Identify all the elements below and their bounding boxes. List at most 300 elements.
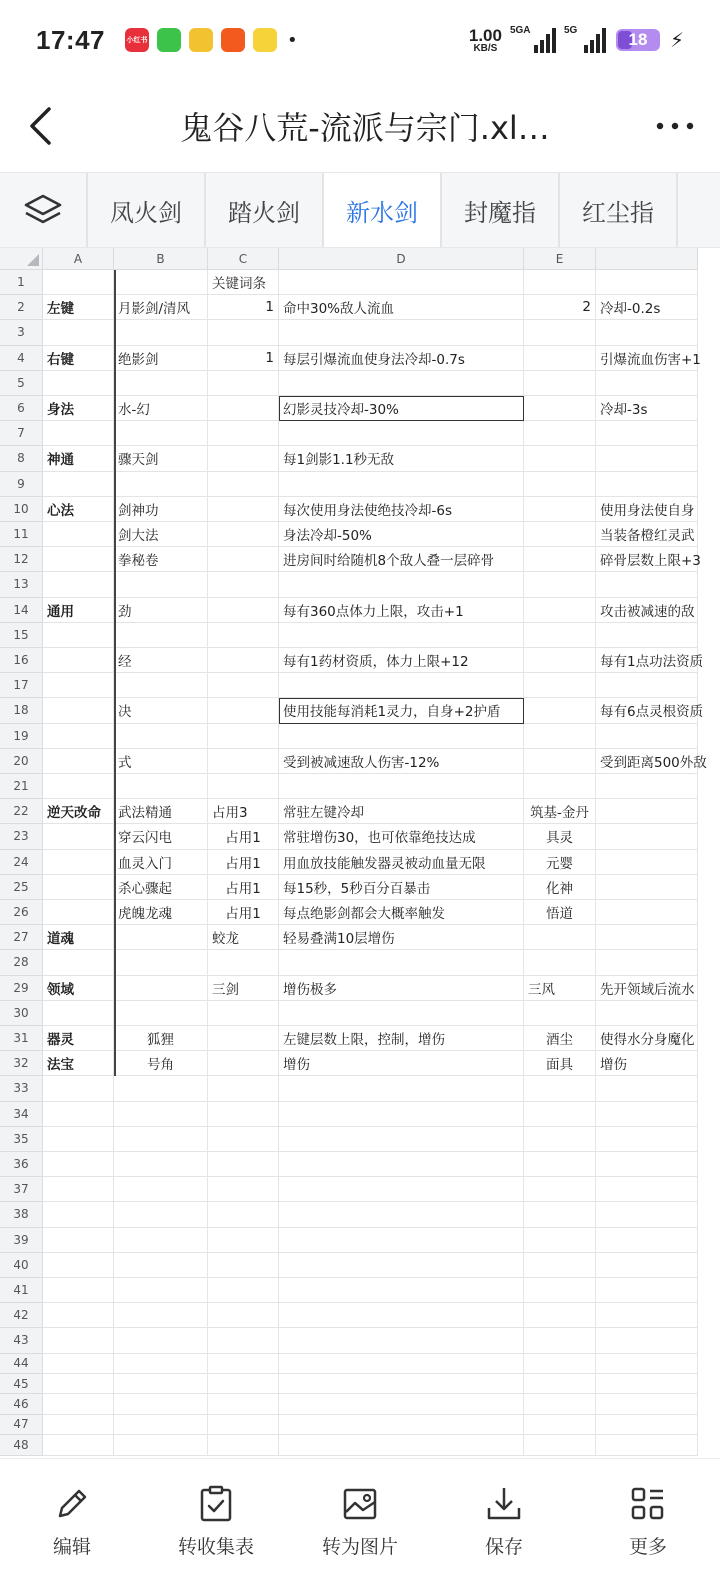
cell[interactable]	[279, 446, 524, 471]
cell[interactable]	[43, 396, 114, 421]
cell[interactable]	[596, 774, 698, 799]
cell[interactable]	[43, 1177, 114, 1202]
cell[interactable]	[596, 698, 704, 723]
cell[interactable]	[43, 320, 114, 345]
cell[interactable]	[43, 1303, 114, 1328]
cell[interactable]	[43, 950, 114, 975]
cell[interactable]	[279, 950, 524, 975]
cell[interactable]	[596, 1051, 698, 1076]
cell[interactable]	[208, 698, 279, 723]
cell[interactable]	[43, 1278, 114, 1303]
column-header[interactable]: E	[524, 248, 596, 270]
cell[interactable]	[596, 346, 701, 371]
cell[interactable]	[114, 1152, 208, 1177]
cell[interactable]	[279, 1127, 524, 1152]
cell[interactable]	[43, 371, 114, 396]
cell[interactable]	[524, 446, 596, 471]
cell[interactable]	[208, 1228, 279, 1253]
cell[interactable]	[279, 850, 524, 875]
cell[interactable]	[114, 1354, 208, 1374]
cell[interactable]	[208, 346, 279, 371]
cell[interactable]	[596, 749, 707, 774]
cell[interactable]	[524, 1202, 596, 1227]
cell[interactable]	[524, 371, 596, 396]
cell[interactable]	[279, 976, 524, 1001]
cell[interactable]	[43, 749, 114, 774]
cell[interactable]	[208, 1253, 279, 1278]
cell[interactable]	[208, 371, 279, 396]
cell[interactable]	[43, 1202, 114, 1227]
row-header[interactable]: 29	[0, 976, 43, 1001]
cell[interactable]	[524, 623, 596, 648]
more-button[interactable]	[576, 1459, 720, 1584]
cell[interactable]	[596, 950, 698, 975]
sheet-tab-2[interactable]: 踏火剑	[206, 173, 324, 247]
cell[interactable]	[524, 396, 596, 421]
cell[interactable]	[208, 1102, 279, 1127]
cell[interactable]	[596, 900, 698, 925]
cell[interactable]	[208, 472, 279, 497]
cell[interactable]	[208, 925, 279, 950]
row-header[interactable]: 31	[0, 1026, 43, 1051]
cell[interactable]	[524, 824, 596, 849]
cell[interactable]	[596, 1228, 698, 1253]
convert-collection-button[interactable]	[144, 1459, 288, 1584]
cell[interactable]	[43, 976, 114, 1001]
cell[interactable]	[208, 950, 279, 975]
cell[interactable]	[524, 1415, 596, 1435]
cell[interactable]	[208, 850, 279, 875]
cell[interactable]	[596, 1026, 698, 1051]
cell[interactable]	[596, 1278, 698, 1303]
row-header[interactable]: 14	[0, 598, 43, 623]
cell[interactable]	[524, 1152, 596, 1177]
cell[interactable]	[279, 270, 524, 295]
cell[interactable]	[596, 976, 698, 1001]
cell[interactable]	[114, 1102, 208, 1127]
cell[interactable]	[208, 1001, 279, 1026]
cell[interactable]	[279, 1026, 524, 1051]
cell[interactable]	[114, 1202, 208, 1227]
cell[interactable]	[596, 421, 698, 446]
cell[interactable]	[596, 1394, 698, 1414]
cell[interactable]	[279, 623, 524, 648]
row-header[interactable]: 11	[0, 522, 43, 547]
cell[interactable]	[208, 875, 279, 900]
cell[interactable]	[208, 396, 279, 421]
cell[interactable]	[279, 1374, 524, 1394]
row-header[interactable]: 9	[0, 472, 43, 497]
cell[interactable]	[114, 824, 208, 849]
cell[interactable]	[596, 497, 698, 522]
cell[interactable]	[596, 572, 698, 597]
sheet-tab-3[interactable]: 新水剑	[324, 173, 442, 247]
column-header[interactable]: A	[43, 248, 114, 270]
cell[interactable]	[114, 875, 208, 900]
cell[interactable]	[596, 371, 698, 396]
cell[interactable]	[114, 1127, 208, 1152]
cell[interactable]	[114, 799, 208, 824]
cell[interactable]	[114, 925, 208, 950]
cell[interactable]	[279, 648, 524, 673]
cell[interactable]	[208, 1354, 279, 1374]
cell[interactable]	[114, 1435, 208, 1455]
cell[interactable]	[524, 875, 596, 900]
cell[interactable]	[114, 623, 208, 648]
cell[interactable]	[524, 295, 596, 320]
cell[interactable]	[279, 900, 524, 925]
cell[interactable]	[596, 547, 701, 572]
cell[interactable]	[279, 1253, 524, 1278]
cell[interactable]	[279, 774, 524, 799]
cell[interactable]	[279, 295, 524, 320]
cell[interactable]	[279, 824, 524, 849]
row-header[interactable]: 4	[0, 346, 43, 371]
cell[interactable]	[43, 900, 114, 925]
sheet-tab-5[interactable]: 红尘指	[560, 173, 678, 247]
cell[interactable]	[596, 1354, 698, 1374]
cell[interactable]	[208, 673, 279, 698]
cell[interactable]	[114, 749, 208, 774]
cell[interactable]	[279, 522, 524, 547]
cell[interactable]	[43, 1102, 114, 1127]
more-options-button[interactable]	[630, 80, 720, 172]
cell[interactable]	[43, 1152, 114, 1177]
cell[interactable]	[43, 1374, 114, 1394]
cell[interactable]	[114, 396, 208, 421]
cell[interactable]	[114, 497, 208, 522]
row-header[interactable]: 45	[0, 1374, 43, 1394]
cell[interactable]	[279, 1354, 524, 1374]
cell[interactable]	[43, 472, 114, 497]
cell[interactable]	[524, 1435, 596, 1455]
cell[interactable]	[43, 346, 114, 371]
cell[interactable]	[596, 1415, 698, 1435]
cell[interactable]	[43, 698, 114, 723]
cell[interactable]	[524, 950, 596, 975]
cell[interactable]	[43, 799, 114, 824]
row-header[interactable]: 33	[0, 1076, 43, 1101]
cell[interactable]	[208, 497, 279, 522]
cell[interactable]	[279, 421, 524, 446]
cell[interactable]	[596, 1177, 698, 1202]
cell[interactable]	[279, 925, 524, 950]
cell[interactable]	[208, 1415, 279, 1435]
cell[interactable]	[43, 1076, 114, 1101]
cell[interactable]	[43, 1415, 114, 1435]
cell[interactable]	[208, 1177, 279, 1202]
cell[interactable]	[114, 648, 208, 673]
cell[interactable]	[114, 1303, 208, 1328]
cell[interactable]	[114, 1026, 208, 1051]
cell[interactable]	[279, 1051, 524, 1076]
cell[interactable]	[114, 270, 208, 295]
cell[interactable]	[114, 1177, 208, 1202]
cell[interactable]	[43, 648, 114, 673]
sheet-list-button[interactable]	[0, 173, 88, 247]
cell[interactable]	[114, 1228, 208, 1253]
row-header[interactable]: 39	[0, 1228, 43, 1253]
cell[interactable]	[114, 1253, 208, 1278]
cell[interactable]	[524, 270, 596, 295]
row-header[interactable]: 43	[0, 1328, 43, 1353]
cell[interactable]	[524, 1177, 596, 1202]
cell[interactable]	[596, 1127, 698, 1152]
cell[interactable]	[279, 698, 524, 723]
cell[interactable]	[208, 522, 279, 547]
cell[interactable]	[524, 1278, 596, 1303]
cell[interactable]	[208, 1076, 279, 1101]
cell[interactable]	[208, 421, 279, 446]
cell[interactable]	[43, 1394, 114, 1414]
cell[interactable]	[596, 673, 698, 698]
cell[interactable]	[524, 497, 596, 522]
row-header[interactable]: 27	[0, 925, 43, 950]
cell[interactable]	[43, 1127, 114, 1152]
cell[interactable]	[279, 1076, 524, 1101]
cell[interactable]	[524, 774, 596, 799]
cell[interactable]	[43, 522, 114, 547]
cell[interactable]	[596, 925, 698, 950]
row-header[interactable]: 22	[0, 799, 43, 824]
cell[interactable]	[208, 320, 279, 345]
cell[interactable]	[114, 673, 208, 698]
cell[interactable]	[43, 547, 114, 572]
row-header[interactable]: 12	[0, 547, 43, 572]
row-header[interactable]: 7	[0, 421, 43, 446]
cell[interactable]	[114, 900, 208, 925]
edit-button[interactable]	[0, 1459, 144, 1584]
cell[interactable]	[524, 1051, 596, 1076]
save-button[interactable]	[432, 1459, 576, 1584]
cell[interactable]	[596, 1328, 698, 1353]
cell[interactable]	[43, 1001, 114, 1026]
cell[interactable]	[43, 497, 114, 522]
cell[interactable]	[524, 925, 596, 950]
cell[interactable]	[596, 824, 698, 849]
cell[interactable]	[43, 724, 114, 749]
cell[interactable]	[114, 320, 208, 345]
cell[interactable]	[208, 446, 279, 471]
cell[interactable]	[279, 875, 524, 900]
row-header[interactable]: 37	[0, 1177, 43, 1202]
column-header[interactable]: B	[114, 248, 208, 270]
row-header[interactable]: 17	[0, 673, 43, 698]
row-header[interactable]: 30	[0, 1001, 43, 1026]
cell[interactable]	[43, 850, 114, 875]
cell[interactable]	[43, 270, 114, 295]
cell[interactable]	[114, 572, 208, 597]
cell[interactable]	[43, 421, 114, 446]
cell[interactable]	[208, 572, 279, 597]
row-header[interactable]: 35	[0, 1127, 43, 1152]
cell[interactable]	[596, 1076, 698, 1101]
row-header[interactable]: 25	[0, 875, 43, 900]
cell[interactable]	[208, 598, 279, 623]
cell[interactable]	[208, 749, 279, 774]
cell[interactable]	[279, 1102, 524, 1127]
cell[interactable]	[279, 673, 524, 698]
cell[interactable]	[43, 1051, 114, 1076]
cell[interactable]	[596, 598, 698, 623]
column-header[interactable]: D	[279, 248, 524, 270]
cell[interactable]	[279, 749, 524, 774]
cell[interactable]	[43, 446, 114, 471]
row-header[interactable]: 38	[0, 1202, 43, 1227]
row-header[interactable]: 41	[0, 1278, 43, 1303]
cell[interactable]	[524, 1374, 596, 1394]
cell[interactable]	[114, 1051, 208, 1076]
row-header[interactable]: 2	[0, 295, 43, 320]
cell[interactable]	[43, 572, 114, 597]
cell[interactable]	[596, 1152, 698, 1177]
row-header[interactable]: 34	[0, 1102, 43, 1127]
cell[interactable]	[524, 799, 596, 824]
cell[interactable]	[279, 1228, 524, 1253]
column-header[interactable]	[596, 248, 698, 270]
cell[interactable]	[524, 749, 596, 774]
cell[interactable]	[279, 472, 524, 497]
cell[interactable]	[114, 421, 208, 446]
row-header[interactable]: 28	[0, 950, 43, 975]
cell[interactable]	[43, 1253, 114, 1278]
cell[interactable]	[596, 295, 698, 320]
cell[interactable]	[208, 1026, 279, 1051]
cell[interactable]	[279, 572, 524, 597]
back-button[interactable]	[0, 80, 80, 172]
row-header[interactable]: 6	[0, 396, 43, 421]
cell[interactable]	[208, 1278, 279, 1303]
cell[interactable]	[524, 522, 596, 547]
cell[interactable]	[114, 774, 208, 799]
cell[interactable]	[596, 724, 698, 749]
cell[interactable]	[43, 1328, 114, 1353]
cell[interactable]	[524, 1001, 596, 1026]
cell[interactable]	[114, 1001, 208, 1026]
cell[interactable]	[208, 1435, 279, 1455]
cell[interactable]	[596, 850, 698, 875]
cell[interactable]	[43, 1026, 114, 1051]
cell[interactable]	[114, 976, 208, 1001]
cell[interactable]	[43, 295, 114, 320]
cell[interactable]	[43, 1228, 114, 1253]
cell[interactable]	[596, 648, 704, 673]
cell[interactable]	[43, 875, 114, 900]
cell[interactable]	[279, 547, 524, 572]
cell[interactable]	[43, 623, 114, 648]
cell[interactable]	[114, 1328, 208, 1353]
row-header[interactable]: 16	[0, 648, 43, 673]
cell[interactable]	[524, 976, 596, 1001]
cell[interactable]	[208, 824, 279, 849]
cell[interactable]	[596, 320, 698, 345]
cell[interactable]	[279, 346, 524, 371]
row-header[interactable]: 23	[0, 824, 43, 849]
cell[interactable]	[524, 1328, 596, 1353]
cell[interactable]	[524, 1394, 596, 1414]
cell[interactable]	[208, 900, 279, 925]
cell[interactable]	[279, 724, 524, 749]
cell[interactable]	[596, 446, 698, 471]
cell[interactable]	[596, 1374, 698, 1394]
row-header[interactable]: 40	[0, 1253, 43, 1278]
cell[interactable]	[208, 1394, 279, 1414]
cell[interactable]	[524, 1026, 596, 1051]
cell[interactable]	[596, 522, 698, 547]
cell[interactable]	[524, 346, 596, 371]
cell[interactable]	[114, 346, 208, 371]
cell[interactable]	[524, 320, 596, 345]
cell[interactable]	[524, 472, 596, 497]
cell[interactable]	[524, 1127, 596, 1152]
cell[interactable]	[596, 1253, 698, 1278]
cell[interactable]	[524, 421, 596, 446]
cell[interactable]	[208, 1152, 279, 1177]
cell[interactable]	[114, 1278, 208, 1303]
cell[interactable]	[524, 900, 596, 925]
convert-image-button[interactable]	[288, 1459, 432, 1584]
cell[interactable]	[279, 1435, 524, 1455]
cell[interactable]	[208, 976, 279, 1001]
row-header[interactable]: 26	[0, 900, 43, 925]
cell[interactable]	[279, 1202, 524, 1227]
row-header[interactable]: 20	[0, 749, 43, 774]
cell[interactable]	[208, 648, 279, 673]
cell[interactable]	[208, 623, 279, 648]
row-header[interactable]: 21	[0, 774, 43, 799]
row-header[interactable]: 3	[0, 320, 43, 345]
cell[interactable]	[279, 497, 524, 522]
cell[interactable]	[114, 698, 208, 723]
cell[interactable]	[524, 1303, 596, 1328]
cell[interactable]	[524, 850, 596, 875]
cell[interactable]	[279, 396, 524, 421]
row-header[interactable]: 5	[0, 371, 43, 396]
cell[interactable]	[43, 925, 114, 950]
row-header[interactable]: 44	[0, 1354, 43, 1374]
cell[interactable]	[279, 1394, 524, 1414]
cell[interactable]	[279, 1152, 524, 1177]
row-header[interactable]: 13	[0, 572, 43, 597]
cell[interactable]	[524, 1253, 596, 1278]
cell[interactable]	[279, 1278, 524, 1303]
cell[interactable]	[43, 824, 114, 849]
cell[interactable]	[279, 799, 524, 824]
cell[interactable]	[208, 1328, 279, 1353]
row-header[interactable]: 32	[0, 1051, 43, 1076]
row-header[interactable]: 48	[0, 1435, 43, 1455]
row-header[interactable]: 10	[0, 497, 43, 522]
cell[interactable]	[208, 1051, 279, 1076]
cell[interactable]	[114, 950, 208, 975]
cell[interactable]	[279, 320, 524, 345]
row-header[interactable]: 1	[0, 270, 43, 295]
cell[interactable]	[279, 598, 524, 623]
cell[interactable]	[208, 1303, 279, 1328]
cell[interactable]	[114, 1394, 208, 1414]
cell[interactable]	[524, 673, 596, 698]
cell[interactable]	[596, 799, 698, 824]
cell[interactable]	[596, 875, 698, 900]
row-header[interactable]: 36	[0, 1152, 43, 1177]
cell[interactable]	[43, 774, 114, 799]
cell[interactable]	[43, 1435, 114, 1455]
row-header[interactable]: 42	[0, 1303, 43, 1328]
cell[interactable]	[43, 598, 114, 623]
cell[interactable]	[114, 1374, 208, 1394]
cell[interactable]	[208, 799, 279, 824]
cell[interactable]	[208, 547, 279, 572]
